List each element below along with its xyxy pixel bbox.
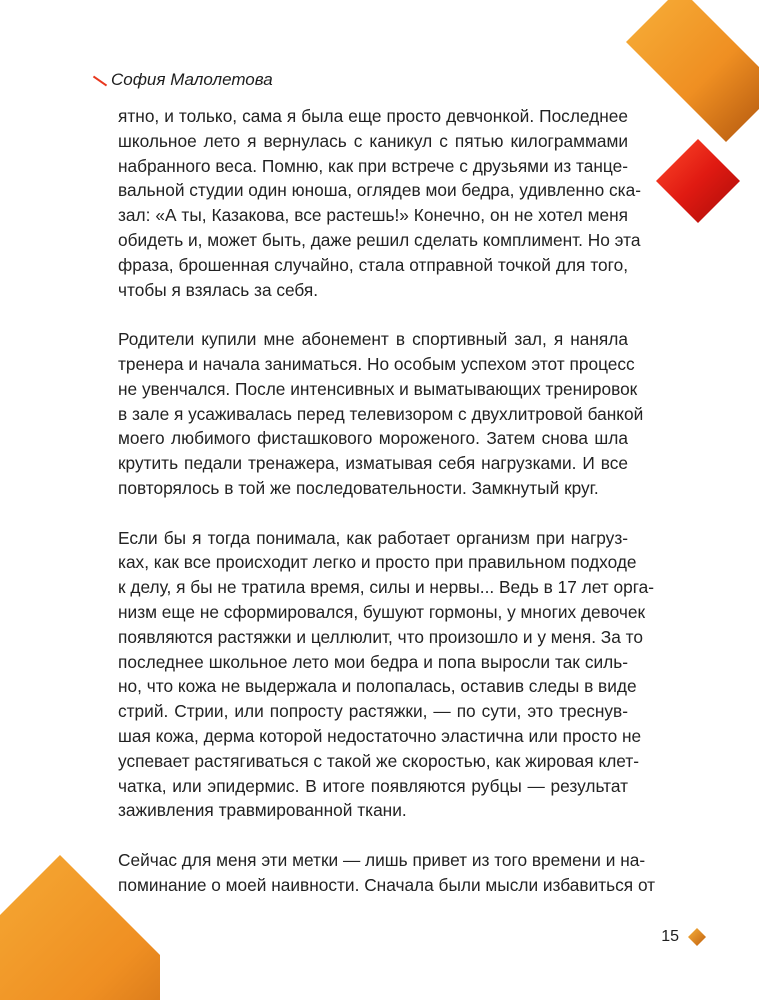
text-line: к делу, я бы не тратила время, силы и нервы... Ведь в 17 лет орга- [118, 577, 655, 598]
header-accent-mark [93, 76, 107, 87]
text-line: последнее школьное лето мои бедра и попа выросли так силь- [118, 651, 628, 672]
text-line: моего любимого фисташкового мороженого. Затем снова шла [118, 428, 628, 449]
text-line: крутить педали тренажера, изматывая себя нагрузками. И все [118, 453, 628, 474]
text-line: в зале я усаживалась перед телевизором с двухлитровой банкой [118, 403, 644, 424]
text-line: но, что кожа не выдержала и полопалась, оставив следы в виде [118, 676, 637, 697]
text-line: повторялось в той же последовательности. Замкнутый круг. [118, 477, 599, 498]
paragraph-2 [118, 327, 644, 501]
page-footer [661, 927, 707, 947]
text-line: Сейчас для меня эти метки — лишь привет из того времени и на- [118, 849, 646, 870]
right-red-diamond [652, 135, 744, 227]
text-line: школьное лето я вернулась с каникул с пятью килограммами [118, 130, 628, 151]
page-number: 15 [661, 928, 679, 945]
text-line: набранного веса. Помню, как при встрече с друзьями из танце- [118, 155, 628, 176]
text-line: Если бы я тогда понимала, как работает организм при нагруз- [118, 527, 628, 548]
text-line: ятно, и только, сама я была еще просто девчонкой. Последнее [118, 106, 628, 126]
text-line: шая кожа, дерма которой недостаточно эластична или просто не [118, 725, 642, 746]
text-line: зал: «А ты, Казакова, все растешь!» Конечно, он не хотел меня [118, 205, 628, 226]
text-line: появляются растяжки и целлюлит, что произошло и у меня. За то [118, 626, 643, 647]
text-line: чтобы я взялась за себя. [118, 279, 319, 300]
text-line: Родители купили мне абонемент в спортивный зал, я наняла [118, 329, 628, 350]
text-line: вальной студии один юноша, оглядев мои бедра, удивленно ска- [118, 180, 641, 201]
text-line: заживления травмированной ткани. [118, 800, 407, 821]
text-line: тренера и начала заниматься. Но особым успехом этот процесс [118, 353, 635, 374]
text-line: чатка, или эпидермис. В итоге появляются рубцы — результат [118, 775, 628, 796]
paragraph-3 [118, 526, 655, 824]
text-line: обидеть и, может быть, даже решил сделать комплимент. Но эта [118, 229, 641, 250]
text-line: ках, как все происходит легко и просто при правильном подходе [118, 552, 637, 573]
text-line: не увенчался. После интенсивных и выматывающих тренировок [118, 378, 638, 399]
text-line: фраза, брошенная случайно, стала отправной точкой для того, [118, 254, 628, 275]
footer-diamond-icon [687, 927, 707, 947]
paragraph-1 [118, 104, 641, 302]
text-line: стрий. Стрии, или попросту растяжки, — по сути, это треснув- [118, 701, 628, 722]
text-line: низм еще не сформировался, бушуют гормоны, у многих девочек [118, 601, 646, 622]
paragraph-4 [118, 848, 656, 898]
body-text [118, 104, 656, 922]
text-line: успевает растягиваться с такой же скоростью, как жировая клет- [118, 750, 640, 771]
running-header [92, 70, 273, 90]
text-line: поминание о моей наивности. Сначала были мысли избавиться от [118, 874, 656, 895]
author-name: София Малолетова [111, 70, 273, 89]
